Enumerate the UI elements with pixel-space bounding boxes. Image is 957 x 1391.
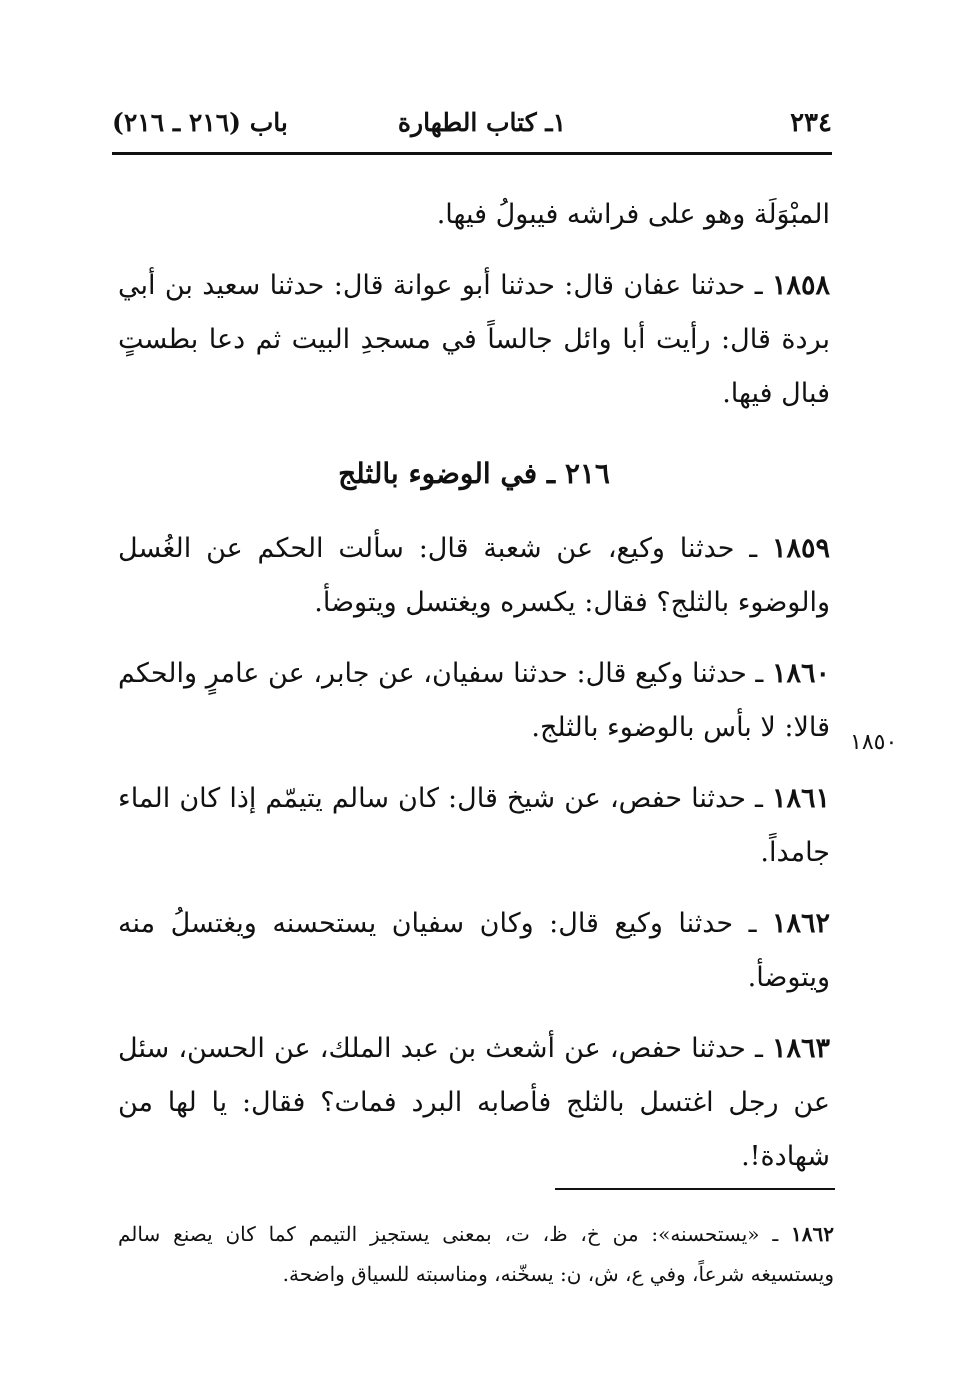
- hadith-paragraph: [118, 897, 830, 1005]
- section-heading: ٢١٦ ـ في الوضوء بالثلج: [338, 457, 610, 490]
- hadith-number: ١٨٥٨: [771, 270, 830, 301]
- hadith-paragraph: [118, 259, 830, 421]
- hadith-number: ١٨٦٢: [771, 908, 830, 939]
- page-number: ٢٣٤: [790, 108, 832, 138]
- page-header: [112, 108, 832, 148]
- header-divider: [112, 152, 832, 155]
- main-text: [118, 188, 830, 1184]
- hadith-paragraph: [118, 772, 830, 880]
- hadith-paragraph: [118, 1022, 830, 1184]
- footnote: [118, 1214, 834, 1294]
- hadith-text: ـ حدثنا وكيع، عن شعبة قال: سألت الحكم عن الغُسل والوضوء بالثلج؟ فقال: يكسره ويغتسل ويتوضأ.: [118, 533, 830, 618]
- chapter-range: باب (٢١٦ ـ ٢١٦): [112, 108, 288, 137]
- hadith-number: ١٨٦١: [771, 783, 830, 814]
- hadith-text: ـ حدثنا وكيع قال: حدثنا سفيان، عن جابر، عن عامرٍ والحكم قالا: لا بأس بالوضوء بالثلج.: [118, 658, 830, 743]
- hadith-text: ـ حدثنا حفص، عن شيخ قال: كان سالم يتيمّم إذا كان الماء جامداً.: [118, 783, 830, 868]
- hadith-number: ١٨٥٩: [771, 533, 830, 564]
- hadith-number: ١٨٦٠: [771, 658, 830, 689]
- hadith-number: ١٨٦٣: [771, 1033, 830, 1064]
- footnote-number: ١٨٦٢: [791, 1222, 834, 1246]
- hadith-paragraph: [118, 647, 830, 755]
- hadith-text: ـ حدثنا عفان قال: حدثنا أبو عوانة قال: حدثنا سعيد بن أبي بردة قال: رأيت أبا وائل جالساً في مسجدِ البيت ثم دعا بطستٍ فبال فيها.: [118, 270, 830, 409]
- continuation-paragraph: المبْوَلَة وهو على فراشه فيبولُ فيها.: [436, 199, 830, 230]
- footnote-divider: [555, 1188, 835, 1190]
- hadith-paragraph: [118, 522, 830, 630]
- book-title: ١ـ كتاب الطهارة: [397, 108, 567, 137]
- margin-reference-number: ١٨٥٠: [850, 730, 898, 755]
- hadith-text: ـ حدثنا وكيع قال: وكان سفيان يستحسنه ويغتسلُ منه ويتوضأ.: [118, 908, 830, 993]
- hadith-text: ـ حدثنا حفص، عن أشعث بن عبد الملك، عن الحسن، سئل عن رجل اغتسل بالثلج فأصابه البرد فمات؟ فقال: يا لها من شهادة!.: [118, 1033, 830, 1172]
- footnote-text: ـ «يستحسنه»: من خ، ظ، ت، بمعنى يستجيز التيمم كما كان يصنع سالم ويستسيغه شرعاً، وفي ع، ش، ن: يسخّنه، ومناسبته للسياق واضحة.: [118, 1222, 834, 1286]
